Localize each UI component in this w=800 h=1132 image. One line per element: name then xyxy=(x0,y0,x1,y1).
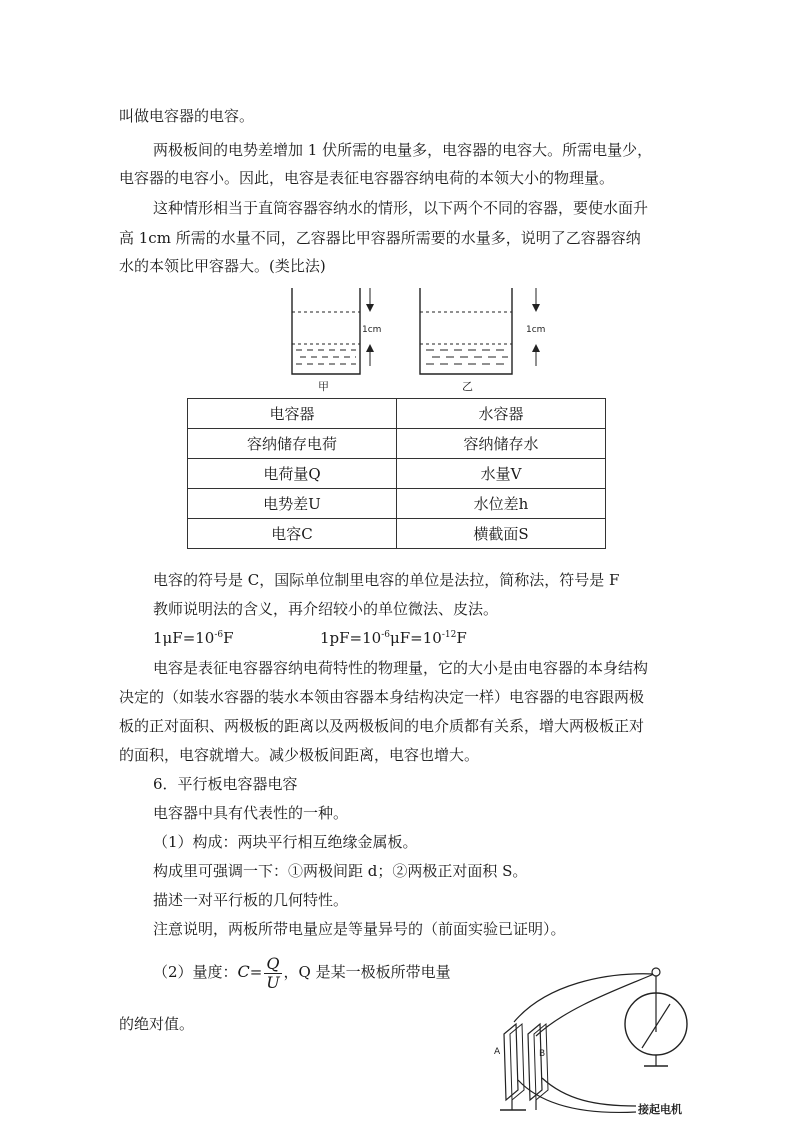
formula-lhs: C xyxy=(237,962,250,981)
table-cell: 容纳储存水 xyxy=(397,429,606,459)
table-cell: 电势差U xyxy=(188,489,397,519)
table-row xyxy=(188,429,606,459)
table-row xyxy=(188,459,606,489)
text-segment: （2）量度： xyxy=(153,963,238,981)
text-line: 水的本领比甲容器大。(类比法) xyxy=(119,257,326,275)
text-line: 电容器中具有代表性的一种。 xyxy=(153,804,349,822)
plate-b-label: B xyxy=(539,1049,546,1059)
text-line: 电容器的电容小。因此，电容是表征电容器容纳电荷的本领大小的物理量。 xyxy=(119,169,615,187)
formula-fraction xyxy=(264,955,281,992)
text-line: 高 1cm 所需的水量不同，乙容器比甲容器所需要的水量多，说明了乙容器容纳 xyxy=(119,229,641,247)
terminal-icon xyxy=(652,968,660,976)
capacitance-definition xyxy=(153,952,451,992)
text-line: 教师说明法的含义，再介绍较小的单位微法、皮法。 xyxy=(153,600,499,618)
text-line: 描述一对平行板的几何特性。 xyxy=(153,891,349,909)
analogy-table xyxy=(187,398,606,549)
gap-label-right: 1cm xyxy=(526,325,546,335)
gap-label-left: 1cm xyxy=(362,325,382,335)
container-label-jia: 甲 xyxy=(318,380,329,393)
unit-text: F xyxy=(223,629,234,647)
electrometer-circuit-diagram xyxy=(486,960,700,1130)
text-line: 两极板间的电势差增加 1 伏所需的电量多，电容器的电容大。所需电量少， xyxy=(153,141,653,159)
text-line: 电容的符号是 C，国际单位制里电容的单位是法拉，简称法，符号是 F xyxy=(153,571,620,589)
water-containers-diagram xyxy=(280,286,560,394)
text-line: 构成里可强调一下：①两极间距 d；②两极正对面积 S。 xyxy=(153,862,528,880)
text-line: 的面积，电容就增大。减少极板间距离，电容也增大。 xyxy=(119,746,480,764)
table-row xyxy=(188,519,606,549)
table-row xyxy=(188,399,606,429)
text-line: 电容是表征电容器容纳电荷特性的物理量，它的大小是由电容器的本身结构 xyxy=(153,659,649,677)
text-segment: ，Q 是某一极板所带电量 xyxy=(283,963,451,981)
generator-caption: 接起电机 xyxy=(638,1103,682,1116)
unit-conversion-uf xyxy=(153,628,234,648)
table-cell: 水量V xyxy=(397,459,606,489)
text-line: 注意说明，两板所带电量应是等量异号的（前面实验已证明）。 xyxy=(153,920,566,938)
text-line: 决定的（如装水容器的装水本领由容器本身结构决定一样）电容器的电容跟两极 xyxy=(119,688,645,706)
formula-denominator: U xyxy=(266,972,280,992)
table-cell: 横截面S xyxy=(397,519,606,549)
table-cell: 电容C xyxy=(188,519,397,549)
formula-equals: = xyxy=(249,963,263,981)
unit-text: μF=10 xyxy=(390,629,442,647)
text-line: （1）构成：两块平行相互绝缘金属板。 xyxy=(153,833,418,851)
table-row xyxy=(188,489,606,519)
unit-text: 1μF=10 xyxy=(153,629,215,647)
plate-a-label: A xyxy=(494,1047,501,1057)
table-cell: 水位差h xyxy=(397,489,606,519)
container-yi xyxy=(420,288,545,393)
unit-exponent: -6 xyxy=(214,630,224,640)
text-line: 叫做电容器的电容。 xyxy=(119,107,255,125)
text-line: 板的正对面积、两极板的距离以及两极板间的电介质都有关系，增大两极板正对 xyxy=(119,717,645,735)
unit-text: 1pF=10 xyxy=(320,629,382,647)
section-heading: 6．平行板电容器电容 xyxy=(153,775,298,793)
unit-exponent: -12 xyxy=(441,630,457,640)
unit-text: F xyxy=(456,629,467,647)
text-line: 这种情形相当于直筒容器容纳水的情形，以下两个不同的容器，要使水面升 xyxy=(153,199,649,217)
table-cell: 容纳储存电荷 xyxy=(188,429,397,459)
text-line: 的绝对值。 xyxy=(119,1015,195,1033)
formula-numerator: Q xyxy=(266,953,280,973)
table-cell: 电荷量Q xyxy=(188,459,397,489)
table-cell: 水容器 xyxy=(397,399,606,429)
unit-conversion-pf xyxy=(320,628,467,648)
container-jia xyxy=(292,288,381,393)
container-label-yi: 乙 xyxy=(462,380,473,393)
table-cell: 电容器 xyxy=(188,399,397,429)
unit-exponent: -6 xyxy=(381,630,390,640)
